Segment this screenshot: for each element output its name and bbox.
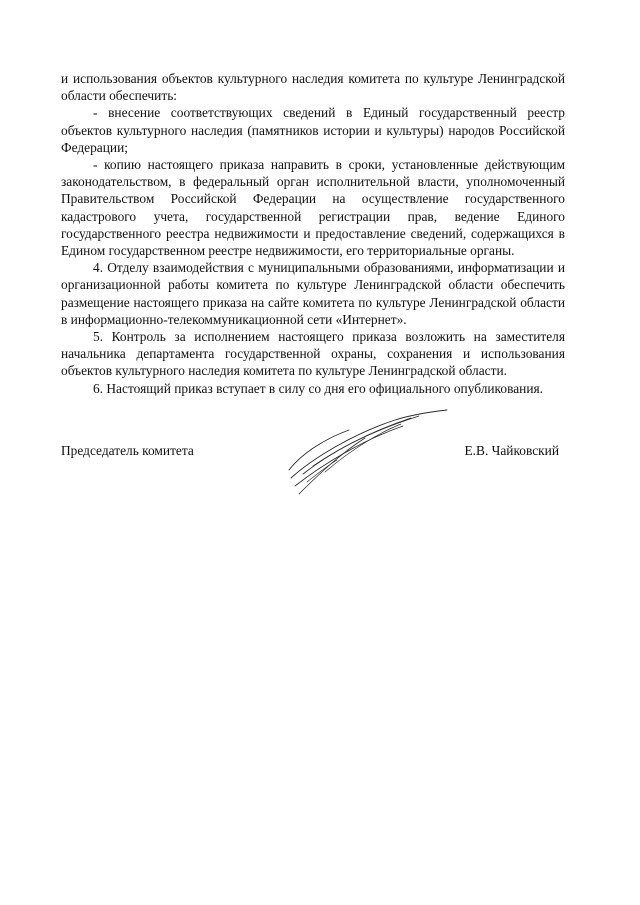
paragraph-item-4: 4. Отделу взаимодействия с муниципальными образованиями, информатизации и организационной работы комитета по культуре Ленинградской области обеспечить размещение настоящего приказа на сайте комитета по культуре Ленинградской области в информационно-телекоммуникационной сети «Интернет».	[61, 260, 565, 327]
paragraph-continuation: и использования объектов культурного наследия комитета по культуре Ленинградской области обеспечить:	[61, 71, 565, 104]
paragraph-item-5: 5. Контроль за исполнением настоящего приказа возложить на заместителя начальника департамента государственной охраны, сохранения и использования объектов культурного наследия комитета по культуре Ленинградской области.	[61, 329, 565, 379]
paragraph-item-6: 6. Настоящий приказ вступает в силу со дня его официального опубликования.	[93, 380, 543, 396]
document-body	[61, 70, 565, 397]
signatory-name: Е.В. Чайковский	[464, 443, 559, 458]
paragraph-registry-entry: - внесение соответствующих сведений в Единый государственный реестр объектов культурного наследия (памятников истории и культуры) народов Российской Федерации;	[61, 105, 565, 155]
handwritten-signature	[283, 408, 453, 498]
paragraph-send-copy: - копию настоящего приказа направить в сроки, установленные действующим законодательством, в федеральный орган исполнительной власти, уполномоченный Правительством Российской Федерации на осуществление государственного кадастрового учета, государственной регистрации прав, ведение Единого государственного реестра недвижимости и предоставление сведений, содержащихся в Едином государственном реестре недвижимости, его территориальные органы.	[61, 157, 565, 259]
signatory-title: Председатель комитета	[61, 443, 194, 458]
